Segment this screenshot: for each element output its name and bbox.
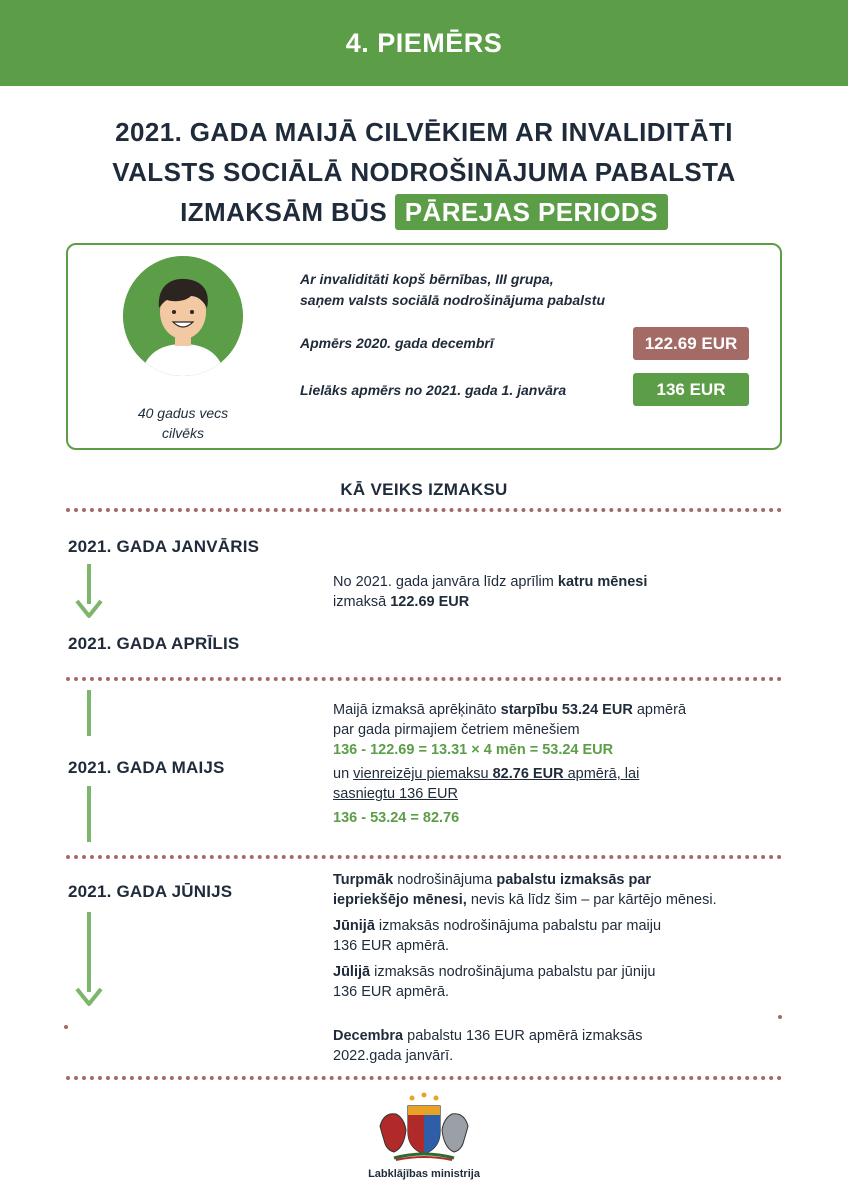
may-text-2: par gada pirmajiem četriem mēnešiem (333, 722, 580, 738)
may-formula-1: 136 - 122.69 = 13.31 × 4 mēn = 53.24 EUR (333, 742, 614, 758)
may-text-3b: vienreizēju piemaksu (353, 766, 493, 782)
jun-text-2b: nevis kā līdz šim – par kārtējo mēnesi. (466, 892, 717, 908)
jan-text-d: 122.69 EUR (390, 594, 470, 610)
dotted-divider (66, 855, 782, 859)
avatar-caption-line-1: 40 gadus vecs (137, 405, 229, 421)
decor-dot (64, 1025, 68, 1029)
jun-text-1a: Turpmāk (333, 872, 394, 888)
may-text-1b: starpību 53.24 EUR (500, 702, 633, 718)
down-arrow-icon (74, 598, 104, 620)
dec-text-1b: pabalstu 136 EUR apmērā izmaksās (403, 1028, 643, 1044)
title-line-2: VALSTS SOCIĀLĀ NODROŠINĀJUMA PABALSTA (112, 157, 736, 187)
amount-2021-label: Lielāks apmērs no 2021. gada 1. janvāra (300, 382, 567, 398)
jun-text-3b: izmaksās nodrošinājuma pabalstu par maiju (374, 918, 662, 934)
period-may: 2021. GADA MAIJS (68, 758, 225, 777)
section-title: KĀ VEIKS IZMAKSU (340, 480, 508, 499)
person-card (66, 243, 782, 450)
jan-text-a: No 2021. gada janvāra līdz aprīlim (333, 574, 558, 590)
description-line-1: Ar invaliditāti kopš bērnības, III grupa, (300, 271, 554, 287)
dec-text-1a: Decembra (333, 1028, 404, 1044)
dec-text-2: 2022.gada janvārī. (333, 1048, 454, 1064)
down-arrow-icon (74, 986, 104, 1008)
transition-period-highlight: PĀREJAS PERIODS (395, 194, 668, 230)
december-text (333, 1026, 643, 1066)
may-text-1a: Maijā izmaksā aprēķināto (333, 702, 501, 718)
may-text-3a: un (333, 766, 354, 782)
timeline-line (87, 786, 91, 842)
person-avatar-icon (123, 256, 243, 376)
may-text-3c: 82.76 EUR (492, 766, 564, 782)
may-formula-2: 136 - 53.24 = 82.76 (333, 810, 460, 826)
avatar-caption (108, 403, 258, 443)
decor-dot (778, 1015, 782, 1019)
jun-text-2a: iepriekšējo mēnesi, (333, 892, 467, 908)
dotted-divider (66, 1076, 782, 1080)
title-line-1: 2021. GADA MAIJĀ CILVĒKIEM AR INVALIDITĀTI (115, 117, 733, 147)
jun-text-1b: nodrošinājuma (393, 872, 497, 888)
jun-text-3a: Jūnijā (333, 918, 375, 934)
dotted-divider (66, 508, 782, 512)
jan-apr-text (333, 572, 647, 612)
jun-text-6: 136 EUR apmērā. (333, 984, 450, 1000)
jan-text-b: katru mēnesi (557, 574, 648, 590)
person-description (300, 269, 720, 311)
title-line-3 (40, 192, 808, 232)
amount-2020-badge: 122.69 EUR (633, 327, 749, 360)
header-bar (0, 0, 848, 86)
ministry-name: Labklājības ministrija (368, 1168, 480, 1180)
period-june: 2021. GADA JŪNIJS (68, 882, 233, 901)
example-label: 4. PIEMĒRS (345, 27, 503, 58)
amount-2020-label: Apmērs 2020. gada decembrī (300, 335, 494, 351)
jun-text-1c: pabalstu izmaksās par (496, 872, 652, 888)
timeline-line (87, 912, 91, 992)
may-text-4: sasniegtu 136 EUR (333, 786, 458, 802)
may-text-3d: apmērā, lai (563, 766, 640, 782)
title-line-3-prefix: IZMAKSĀM BŪS (180, 197, 388, 227)
jun-text-5b: izmaksās nodrošinājuma pabalstu par jūniju (370, 964, 656, 980)
page-title (40, 112, 808, 232)
description-line-2: saņem valsts sociālā nodrošinājuma pabalstu (300, 292, 605, 308)
jun-text-4: 136 EUR apmērā. (333, 938, 450, 954)
jan-text-c: izmaksā (333, 594, 391, 610)
latvia-coat-of-arms-icon (374, 1092, 474, 1164)
amount-2021-badge: 136 EUR (633, 373, 749, 406)
timeline-line (87, 690, 91, 736)
may-text (333, 700, 686, 828)
may-text-1c: apmērā (632, 702, 687, 718)
dotted-divider (66, 677, 782, 681)
period-april: 2021. GADA APRĪLIS (68, 634, 240, 653)
period-january: 2021. GADA JANVĀRIS (68, 537, 260, 556)
avatar-caption-line-2: cilvēks (161, 425, 204, 441)
jun-text-5a: Jūlijā (333, 964, 371, 980)
june-text (333, 870, 717, 1002)
